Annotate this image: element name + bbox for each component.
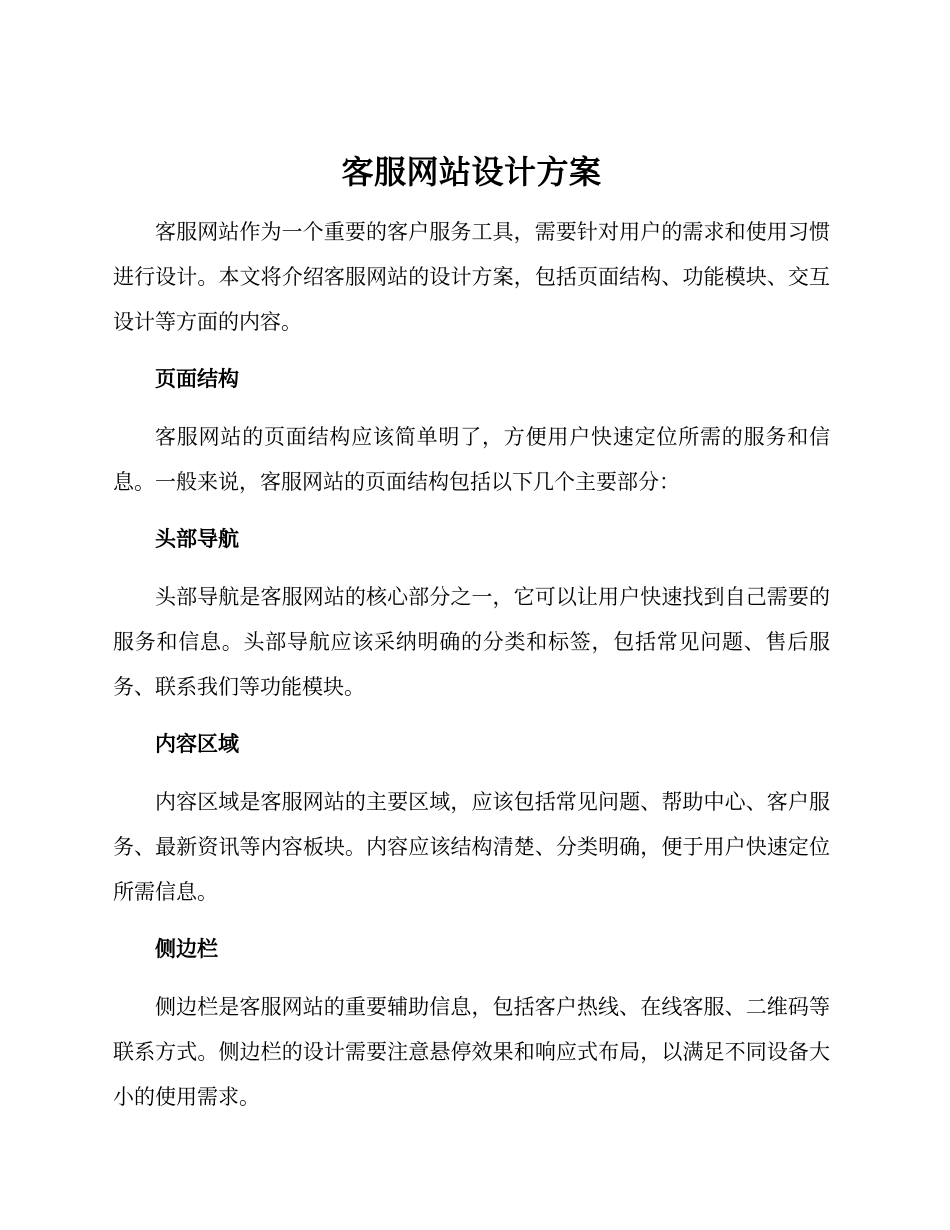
intro-paragraph: 客服网站作为一个重要的客户服务工具，需要针对用户的需求和使用习惯进行设计。本文将介绍客服网站的设计方案，包括页面结构、功能模块、交互设计等方面的内容。 [113, 220, 830, 334]
section-heading-content-area: 内容区域 [155, 732, 239, 756]
section-body-header-nav: 头部导航是客服网站的核心部分之一，它可以让用户快速找到自己需要的服务和信息。头部导航应该采纳明确的分类和标签，包括常见问题、售后服务、联系我们等功能模块。 [113, 585, 830, 699]
section-heading-page-structure: 页面结构 [155, 367, 239, 391]
section-body-page-structure: 客服网站的页面结构应该简单明了，方便用户快速定位所需的服务和信息。一般来说，客服网站的页面结构包括以下几个主要部分： [113, 425, 830, 494]
section-heading-header-nav: 头部导航 [155, 527, 239, 551]
document-title: 客服网站设计方案 [341, 153, 602, 191]
section-body-sidebar: 侧边栏是客服网站的重要辅助信息，包括客户热线、在线客服、二维码等联系方式。侧边栏的设计需要注意悬停效果和响应式布局，以满足不同设备大小的使用需求。 [113, 995, 830, 1109]
section-body-content-area: 内容区域是客服网站的主要区域，应该包括常见问题、帮助中心、客户服务、最新资讯等内容板块。内容应该结构清楚、分类明确，便于用户快速定位所需信息。 [113, 790, 830, 904]
document-page [113, 148, 830, 1120]
section-heading-sidebar: 侧边栏 [155, 937, 218, 961]
